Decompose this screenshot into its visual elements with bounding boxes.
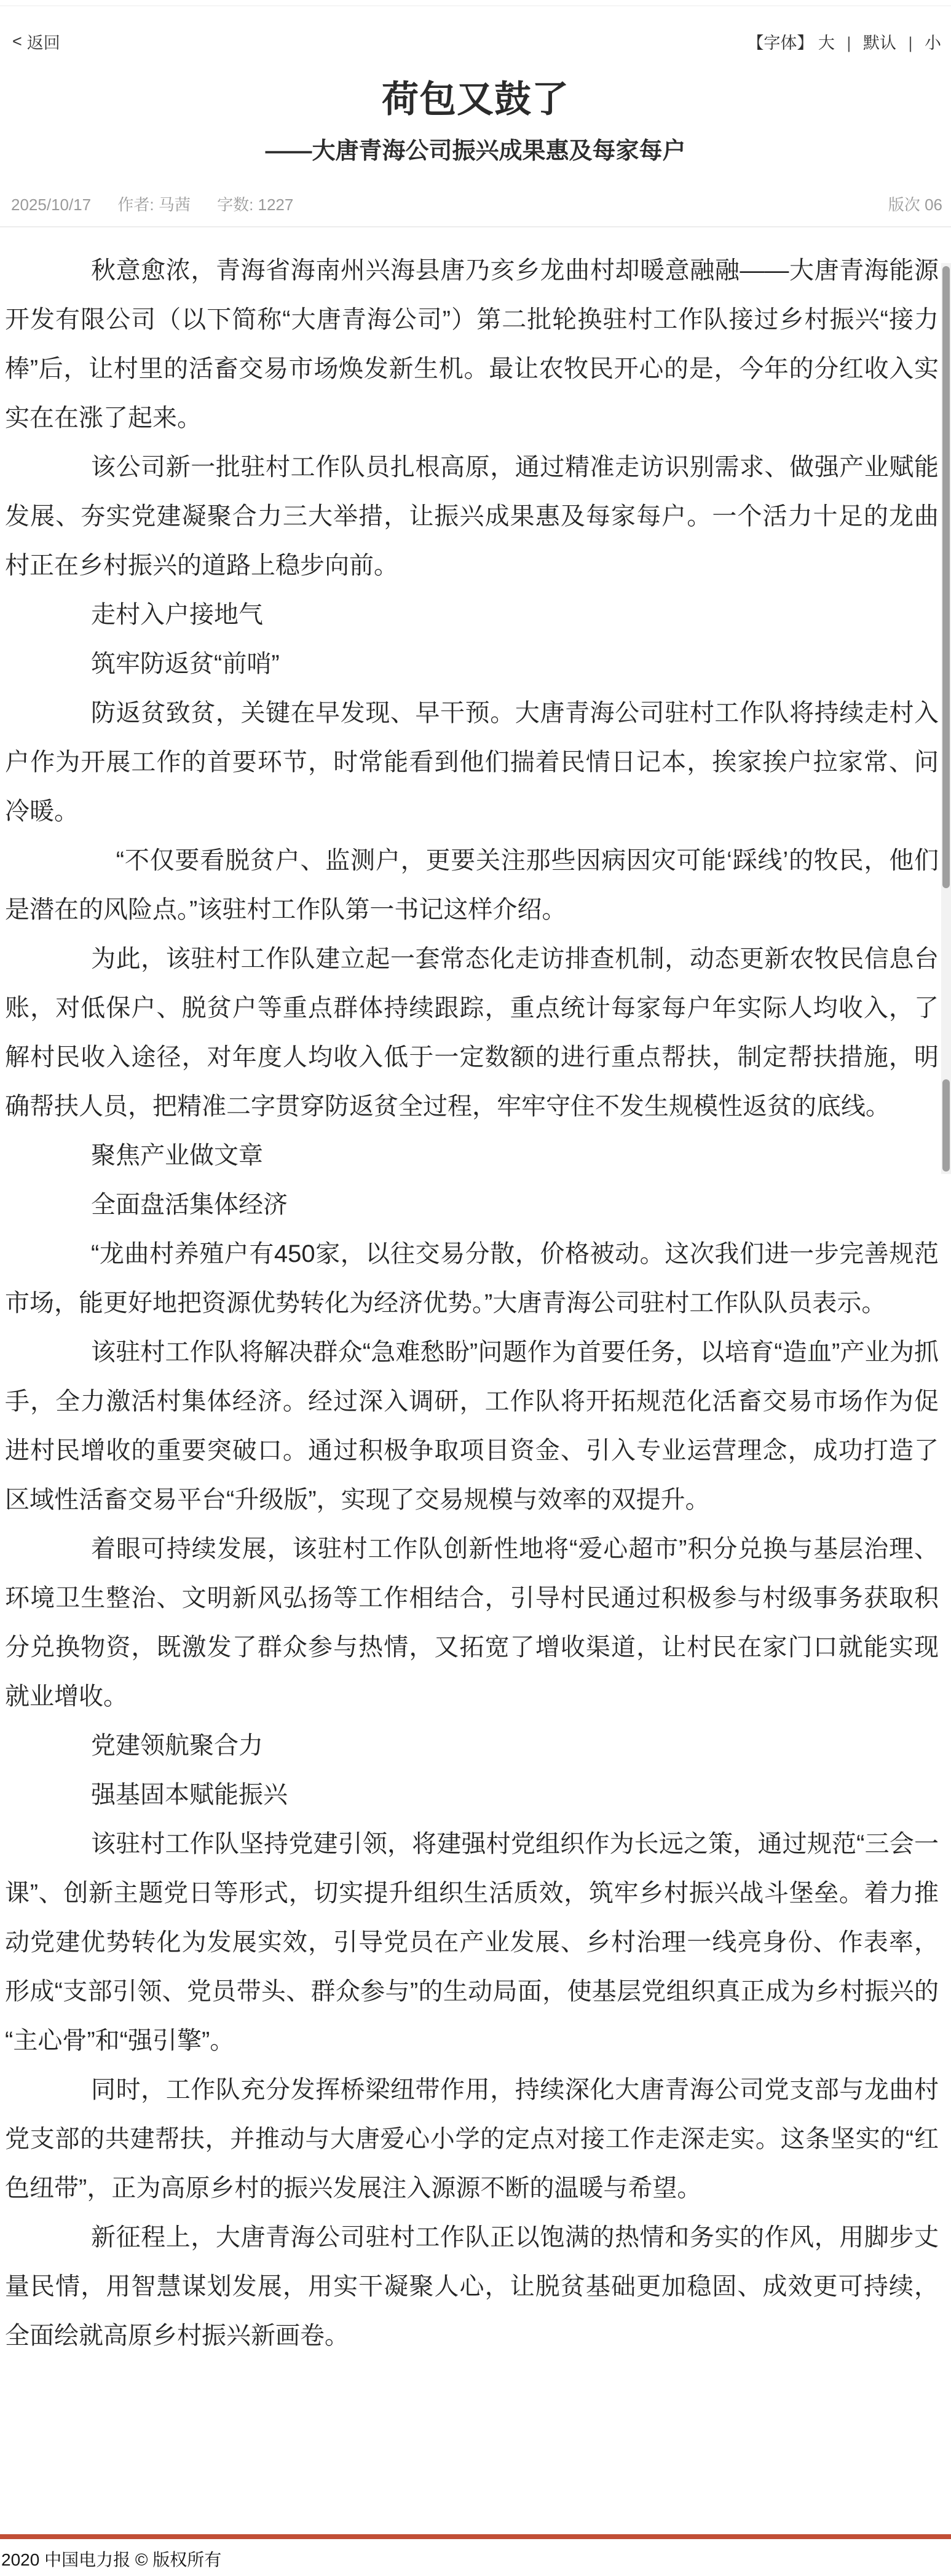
article-paragraph: 新征程上，大唐青海公司驻村工作队正以饱满的热情和务实的作风，用脚步丈量民情，用智慧谋划发展，用实干凝聚人心，让脱贫基础更加稳固、成效更可持续，全面绘就高原乡村振兴新画卷。 <box>5 2224 939 2349</box>
section-heading: 聚焦产业做文章 <box>91 1142 263 1169</box>
article-paragraph: “不仅要看脱贫户、监测户，更要关注那些因病因灾可能‘踩线’的牧民，他们是潜在的风险点。”该驻村工作队第一书记这样介绍。 <box>5 847 939 923</box>
article-meta <box>0 192 951 227</box>
separator: | <box>908 34 913 52</box>
back-button[interactable] <box>12 30 60 53</box>
edition-number: 版次 06 <box>888 195 942 214</box>
article-paragraph: 防返贫致贫，关键在早发现、早干预。大唐青海公司驻村工作队将持续走村入户作为开展工作的首要环节，时常能看到他们揣着民情日记本，挨家挨户拉家常、问冷暖。 <box>5 699 939 825</box>
separator: | <box>846 34 851 52</box>
article-body <box>0 227 951 2360</box>
word-count: 字数: 1227 <box>217 195 294 214</box>
section-heading: 党建领航聚合力 <box>91 1732 263 1759</box>
article-paragraph: “龙曲村养殖户有450家，以往交易分散，价格被动。这次我们进一步完善规范市场，能更好地把资源优势转化为经济优势。”大唐青海公司驻村工作队队员表示。 <box>5 1240 939 1317</box>
article-paragraph: 该驻村工作队坚持党建引领，将建强村党组织作为长远之策，通过规范“三会一课”、创新主题党日等形式，切实提升组织生活质效，筑牢乡村振兴战斗堡垒。着力推动党建优势转化为发展实效，引导党员在产业发展、乡村治理一线亮身份、作表率，形成“支部引领、党员带头、群众参与”的生动局面，使基层党组织真正成为乡村振兴的“主心骨”和“强引擎”。 <box>5 1830 939 2054</box>
article-paragraph: 同时，工作队充分发挥桥梁纽带作用，持续深化大唐青海公司党支部与龙曲村党支部的共建帮扶，并推动与大唐爱心小学的定点对接工作走深走实。这条坚实的“红色纽带”，正为高原乡村的振兴发展注入源源不断的温暖与希望。 <box>5 2076 939 2202</box>
scrollbar-thumb[interactable] <box>942 1079 950 1172</box>
font-size-control-label: 【字体】 <box>747 34 814 52</box>
font-size-default-button[interactable]: 默认 <box>862 34 896 52</box>
publish-date: 2025/10/17 <box>11 195 92 214</box>
topbar <box>0 0 951 53</box>
section-heading: 走村入户接地气 <box>91 601 263 628</box>
article-title: 荷包又鼓了 <box>382 79 569 120</box>
article-paragraph: 着眼可持续发展，该驻村工作队创新性地将“爱心超市”积分兑换与基层治理、环境卫生整治、文明新风弘扬等工作相结合，引导村民通过积极参与村级事务获取积分兑换物资，既激发了群众参与热情，又拓宽了增收渠道，让村民在家门口就能实现就业增收。 <box>5 1535 939 1710</box>
font-size-control <box>747 30 941 53</box>
back-chevron-icon: < <box>12 32 22 50</box>
back-label: 返回 <box>26 34 60 52</box>
article-paragraph: 该驻村工作队将解决群众“急难愁盼”问题作为首要任务，以培育“造血”产业为抓手，全力激活村集体经济。经过深入调研，工作队将开拓规范化活畜交易市场作为促进村民增收的重要突破口。通过积极争取项目资金、引入专业运营理念，成功打造了区域性活畜交易平台“升级版”，实现了交易规模与效率的双提升。 <box>5 1339 939 1513</box>
article-subtitle: ——大唐青海公司振兴成果惠及每家每户 <box>265 138 686 164</box>
article-paragraph: 为此，该驻村工作队建立起一套常态化走访排查机制，动态更新农牧民信息台账，对低保户、脱贫户等重点群体持续跟踪，重点统计每家每户年实际人均收入，了解村民收入途径，对年度人均收入低于一定数额的进行重点帮扶，制定帮扶措施，明确帮扶人员，把精准二字贯穿防返贫全过程，牢牢守住不发生规模性返贫的底线。 <box>5 945 939 1120</box>
article-paragraph: 秋意愈浓，青海省海南州兴海县唐乃亥乡龙曲村却暖意融融——大唐青海能源开发有限公司（以下简称“大唐青海公司”）第二批轮换驻村工作队接过乡村振兴“接力棒”后，让村里的活畜交易市场焕发新生机。最让农牧民开心的是，今年的分红收入实实在在涨了起来。 <box>5 257 939 431</box>
author: 作者: 马茜 <box>117 195 191 214</box>
article-paragraph: 该公司新一批驻村工作队员扎根高原，通过精准走访识别需求、做强产业赋能发展、夯实党建凝聚合力三大举措，让振兴成果惠及每家每户。一个活力十足的龙曲村正在乡村振兴的道路上稳步向前。 <box>5 454 939 579</box>
section-heading: 全面盘活集体经济 <box>91 1191 288 1218</box>
font-size-small-button[interactable]: 小 <box>925 34 941 52</box>
section-heading: 筑牢防返贫“前哨” <box>91 650 280 677</box>
meta-left <box>11 192 315 215</box>
footer-copyright: 2020 中国电力报 © 版权所有 <box>1 2550 222 2569</box>
scrollbar-thumb[interactable] <box>942 266 950 888</box>
footer-accent-bar <box>0 2534 951 2539</box>
font-size-large-button[interactable]: 大 <box>818 34 835 52</box>
section-heading: 强基固本赋能振兴 <box>91 1781 288 1808</box>
